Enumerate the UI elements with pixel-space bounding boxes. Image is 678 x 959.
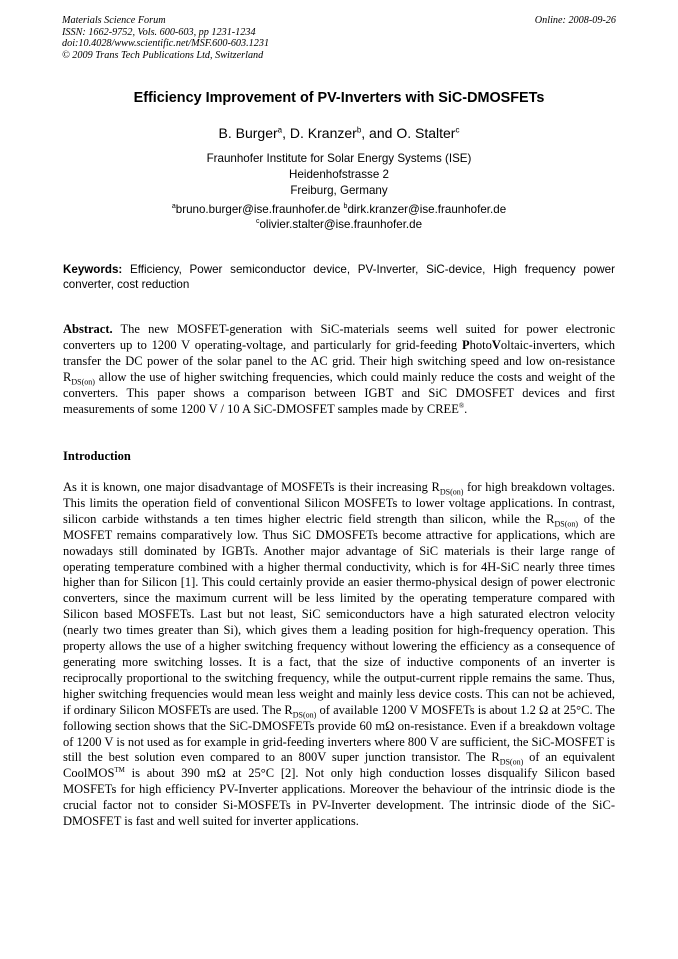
subscript: DS(on) xyxy=(499,757,524,767)
abstract-text-bold: V xyxy=(491,337,501,352)
author-separator: , and xyxy=(361,125,397,141)
section-heading-introduction: Introduction xyxy=(63,449,131,463)
subscript: DS(on) xyxy=(554,519,579,529)
intro-text: of available 1200 V MOSFETs is about 1.2 Ω at 25°C. The following section shows that the SiC-DMOSFETs provide 60 mΩ on-resistance. Even if a breakdown voltage of 1200 V is not used as for example in grid-feeding inverters where 800 V are sufficient, the SiC-MOSFET is still the best solution even compared to an 800V super junction transistor. The R xyxy=(63,702,615,765)
journal-name: Materials Science Forum xyxy=(62,15,166,26)
subscript: DS(on) xyxy=(292,710,317,720)
author-list xyxy=(0,125,678,141)
intro-text: of the MOSFET remains comparatively low. Thus SiC DMOSFETs become attractive for applications, which are nowadays still dominated by IGBTs. Another major advantage of SiC materials is their large range of operating temperature combined with a higher thermal conductivity, which is for 4H-SiC nearly three times higher than for Silicon [1]. This could certainly provide an easier thermo-physical design of power electronic converters, since the maximum current will be less limited by the operating temperature compared with Silicon based MOSFETs. Last but not least, SiC semiconductors have a high saturated electron velocity (nearly two times greater than Si), which gives them a leading position for high-frequency operation. This property allows the use of a higher switching frequency without lowering the efficiency as a consequence of generating more switching losses. It is a fact, that the size of inductive components of an inverter is reciprocally proportional to the switching frequency, while the output-current ripple remains the same. Thus, higher switching frequencies would mean less weight and mainly less device costs. This can not be achieved, if ordinary Silicon MOSFETs are used. The R xyxy=(63,511,615,717)
superscript: ® xyxy=(458,401,465,410)
author-name: D. Kranzer xyxy=(289,125,357,141)
abstract-text: The new MOSFET-generation with SiC-materials seems well suited for power electronic converters up to 1200 V operating-voltage, and particularly for grid-feeding xyxy=(63,322,615,352)
online-date: Online: 2008-09-26 xyxy=(534,15,616,26)
superscript: TM xyxy=(114,766,125,775)
email-address[interactable]: olivier.stalter@ise.fraunhofer.de xyxy=(259,218,423,231)
abstract-text: hoto xyxy=(469,337,492,352)
intro-text: for high breakdown voltages. This limits the operation field of conventional Silicon MOSFETs to lower voltage applications. In contrast, silicon carbide withstands a ten times higher electric field strength than silicon, while the R xyxy=(63,480,615,526)
intro-text: of an equivalent CoolMOS xyxy=(63,750,616,781)
journal-header xyxy=(62,15,616,61)
email-list xyxy=(0,202,678,232)
author-separator: , xyxy=(282,125,290,141)
keywords-text: Efficiency, Power semiconductor device, PV-Inverter, SiC-device, High frequency power converter, cost reduction xyxy=(63,263,615,292)
abstract-section xyxy=(63,322,615,417)
author-name: O. Stalter xyxy=(396,125,456,141)
author-mark: c xyxy=(455,125,460,135)
email-mark: a xyxy=(171,203,176,211)
email-address[interactable]: bruno.burger@ise.fraunhofer.de xyxy=(175,203,341,216)
intro-text: is about 390 mΩ at 25°C [2]. Not only high conduction losses disqualify Silicon based MOSFETs for high efficiency PV-Inverter applications. Moreover the behaviour of the intrinsic diode is the crucial factor not to consider Si-MOSFETs in PV-Inverter development. The intrinsic diode of the SiC-DMOSFET is fast and well suited for inverter applications. xyxy=(63,766,615,829)
abstract-text: allow the use of higher switching frequencies, which could mainly reduce the costs and weight of the converters. This paper shows a comparison between IGBT and SiC DMOSFET devices and first measurements of some 1200 V / 10 A SiC-DMOSFET samples made by CREE xyxy=(63,369,615,416)
issn-line: ISSN: 1662-9752, Vols. 600-603, pp 1231-1234 xyxy=(62,26,256,38)
abstract-text: . xyxy=(464,401,468,416)
paper-title: Efficiency Improvement of PV-Inverters with SiC-DMOSFETs xyxy=(133,90,545,106)
author-name: B. Burger xyxy=(218,125,278,141)
affiliation-street: Heidenhofstrasse 2 xyxy=(289,168,389,181)
email-address[interactable]: dirk.kranzer@ise.fraunhofer.de xyxy=(347,203,507,216)
abstract-text-bold: P xyxy=(461,337,470,352)
subscript: DS(on) xyxy=(439,487,464,497)
affiliation-institute: Fraunhofer Institute for Solar Energy Systems (ISE) xyxy=(206,152,472,165)
doi-line: doi:10.4028/www.scientific.net/MSF.600-603.1231 xyxy=(62,38,270,50)
email-mark: c xyxy=(255,218,260,226)
keywords-label: Keywords: xyxy=(63,263,123,276)
keywords-section xyxy=(63,262,615,293)
introduction-section xyxy=(63,480,615,830)
affiliation-city: Freiburg, Germany xyxy=(290,184,388,197)
affiliation xyxy=(0,151,678,199)
email-mark: b xyxy=(343,203,348,211)
subscript: DS(on) xyxy=(71,377,95,387)
abstract-label: Abstract. xyxy=(63,322,113,336)
author-mark: b xyxy=(356,125,362,135)
intro-text: As it is known, one major disadvantage of MOSFETs is their increasing R xyxy=(63,480,440,494)
copyright-line: © 2009 Trans Tech Publications Ltd, Switzerland xyxy=(62,49,264,61)
author-mark: a xyxy=(277,125,283,135)
abstract-text: oltaic-inverters, which transfer the DC power of the solar panel to the AC grid. Their high switching speed and low on-resistance R xyxy=(63,337,615,384)
